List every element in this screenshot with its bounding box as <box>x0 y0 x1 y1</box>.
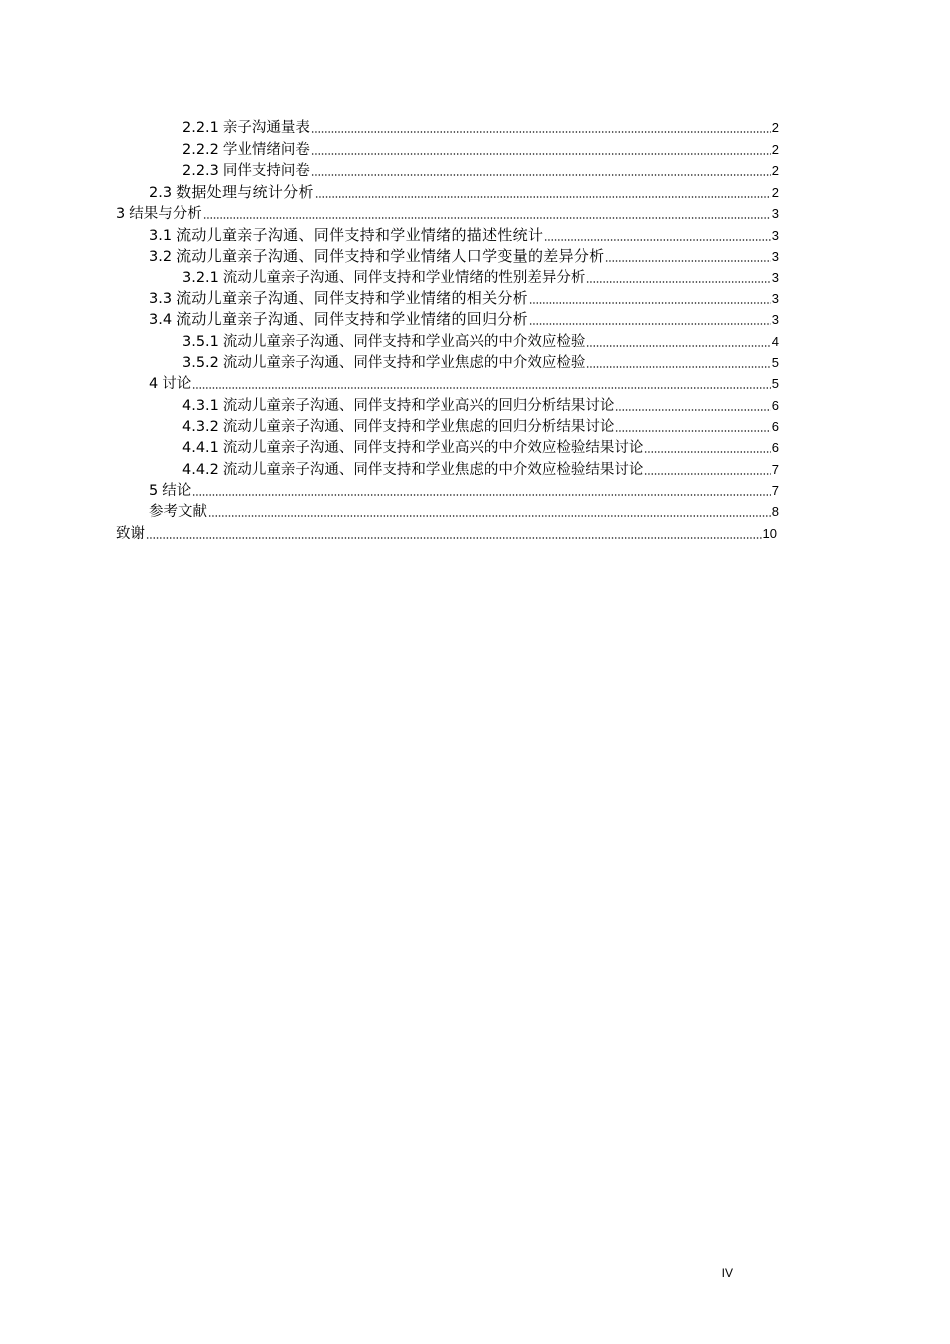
toc-entry-number: 2.3 <box>149 185 173 201</box>
toc-entry-page: 2 <box>771 185 779 200</box>
toc-entry-number: 5 <box>149 483 159 499</box>
toc-entry-page: 3 <box>771 312 779 327</box>
toc-entry-number: 4.3.2 <box>182 419 219 435</box>
toc-entry[interactable] <box>182 393 779 415</box>
toc-entry-title: 流动儿童亲子沟通、同伴支持和学业焦虑的回归分析结果讨论 <box>222 419 615 435</box>
toc-entry-title: 结论 <box>162 483 192 499</box>
toc-entry-number: 4.4.1 <box>182 440 219 456</box>
dot-leader <box>605 260 770 262</box>
toc-entry-number: 4 <box>149 376 159 392</box>
dot-leader <box>146 537 762 539</box>
toc-entry-title: 流动儿童亲子沟通、同伴支持和学业焦虑的中介效应检验 <box>222 355 586 371</box>
dot-leader <box>544 239 771 241</box>
dot-leader <box>192 387 771 389</box>
toc-entry-title: 流动儿童亲子沟通、同伴支持和学业情绪的相关分析 <box>176 291 528 307</box>
toc-entry-title: 流动儿童亲子沟通、同伴支持和学业焦虑的中介效应检验结果讨论 <box>222 462 644 478</box>
toc-entry-title: 流动儿童亲子沟通、同伴支持和学业情绪的性别差异分析 <box>222 270 586 286</box>
toc-entry-number: 3.3 <box>149 291 173 307</box>
toc-entry-number: 3.2.1 <box>182 270 219 286</box>
toc-entry-page: 7 <box>771 462 779 477</box>
toc-entry[interactable] <box>149 223 779 245</box>
toc-entry-number: 2.2.1 <box>182 120 219 136</box>
toc-entry-title: 流动儿童亲子沟通、同伴支持和学业高兴的中介效应检验结果讨论 <box>222 440 644 456</box>
toc-entry[interactable] <box>182 265 779 287</box>
dot-leader <box>644 473 770 475</box>
toc-entry[interactable] <box>182 435 779 457</box>
dot-leader <box>208 515 771 517</box>
dot-leader <box>311 153 771 155</box>
toc-entry-page: 3 <box>771 270 779 285</box>
toc-entry-title: 同伴支持问卷 <box>222 163 310 179</box>
page-number: IV <box>721 1266 733 1280</box>
toc-entry-number: 3.5.2 <box>182 355 219 371</box>
toc-entry-page: 6 <box>771 419 779 434</box>
toc-entry[interactable] <box>182 158 779 180</box>
toc-entry-title: 致谢 <box>116 526 145 542</box>
dot-leader <box>586 345 770 347</box>
toc-entry-page: 3 <box>771 291 779 306</box>
toc-entry-number: 4.4.2 <box>182 462 219 478</box>
toc-entry-page: 3 <box>771 249 779 264</box>
dot-leader <box>586 366 770 368</box>
dot-leader <box>203 217 771 219</box>
toc-entry[interactable] <box>149 499 779 521</box>
toc-entry-number: 3.5.1 <box>182 334 219 350</box>
toc-entry-title: 学业情绪问卷 <box>222 142 310 158</box>
toc-entry-title: 流动儿童亲子沟通、同伴支持和学业高兴的中介效应检验 <box>222 334 586 350</box>
dot-leader <box>586 281 770 283</box>
toc-entry[interactable] <box>182 457 779 479</box>
toc-entry[interactable] <box>149 244 779 266</box>
toc-entry[interactable] <box>182 137 779 159</box>
toc-entry[interactable] <box>182 329 779 351</box>
toc-entry-number: 2.2.3 <box>182 163 219 179</box>
toc-entry-page: 2 <box>771 163 779 178</box>
toc-entry-page: 2 <box>771 120 779 135</box>
toc-entry-page: 2 <box>771 142 779 157</box>
dot-leader <box>315 196 771 198</box>
toc-entry-title: 讨论 <box>162 376 192 392</box>
dot-leader <box>311 131 771 133</box>
toc-entry[interactable] <box>182 414 779 436</box>
dot-leader <box>529 302 771 304</box>
toc-entry-page: 4 <box>771 334 779 349</box>
toc-entry-title: 流动儿童亲子沟通、同伴支持和学业情绪的描述性统计 <box>176 228 544 244</box>
toc-entry-title: 数据处理与统计分析 <box>176 185 314 201</box>
dot-leader <box>192 494 771 496</box>
dot-leader <box>311 174 771 176</box>
toc-entry-page: 3 <box>771 228 779 243</box>
toc-entry-page: 7 <box>771 483 779 498</box>
toc-entry-title: 参考文献 <box>149 504 207 520</box>
toc-entry[interactable] <box>149 180 779 202</box>
dot-leader <box>644 451 770 453</box>
toc-entry-title: 流动儿童亲子沟通、同伴支持和学业情绪人口学变量的差异分析 <box>176 249 605 265</box>
toc-entry-title: 流动儿童亲子沟通、同伴支持和学业高兴的回归分析结果讨论 <box>222 398 615 414</box>
dot-leader <box>615 430 770 432</box>
toc-entry-number: 4.3.1 <box>182 398 219 414</box>
toc-entry-page: 5 <box>771 355 779 370</box>
toc-entry-number: 3 <box>116 206 126 222</box>
toc-entry-number: 3.2 <box>149 249 173 265</box>
toc-entry[interactable] <box>149 371 779 393</box>
toc-entry[interactable] <box>149 286 779 308</box>
toc-entry[interactable] <box>116 201 779 223</box>
toc-entry-title: 流动儿童亲子沟通、同伴支持和学业情绪的回归分析 <box>176 312 528 328</box>
toc-entry-number: 3.4 <box>149 312 173 328</box>
dot-leader <box>529 323 771 325</box>
toc-entry-page: 10 <box>762 526 777 541</box>
toc-entry-page: 3 <box>771 206 779 221</box>
toc-entry-page: 6 <box>771 398 779 413</box>
toc-entry-page: 6 <box>771 440 779 455</box>
toc-entry[interactable] <box>182 350 779 372</box>
toc-entry[interactable] <box>149 478 779 500</box>
toc-entry[interactable] <box>149 307 779 329</box>
toc-entry-title: 亲子沟通量表 <box>222 120 310 136</box>
toc-entry-number: 2.2.2 <box>182 142 219 158</box>
toc-entry-page: 5 <box>771 376 779 391</box>
toc-entry-number: 3.1 <box>149 228 173 244</box>
dot-leader <box>615 409 770 411</box>
toc-entry-title: 结果与分析 <box>129 206 202 222</box>
toc-entry[interactable] <box>116 521 777 543</box>
toc-entry[interactable] <box>182 115 779 137</box>
toc-entry-page: 8 <box>771 504 779 519</box>
